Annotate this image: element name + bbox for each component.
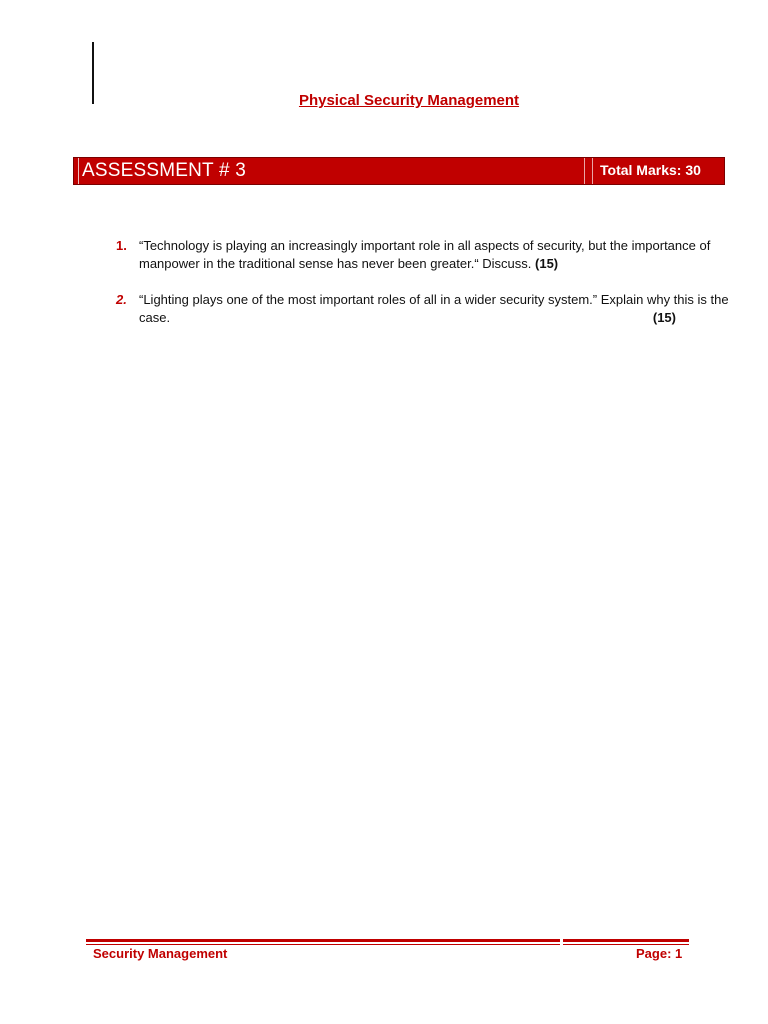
footer-page-number: Page: 1 xyxy=(636,946,683,961)
assessment-banner xyxy=(73,157,725,185)
question-text: “Technology is playing an increasingly important role in all aspects of security, but the importance of manpower in the traditional sense has never been greater.“ Discuss. xyxy=(139,238,711,271)
banner-divider xyxy=(584,158,593,184)
question-number: 1. xyxy=(116,238,127,253)
footer-course-name: Security Management xyxy=(93,946,228,961)
question-list xyxy=(108,237,738,345)
banner-stripe xyxy=(78,158,79,184)
footer-rule-gap xyxy=(560,937,563,947)
footer-rule xyxy=(86,939,689,942)
question-text: “Lighting plays one of the most important roles of all in a wider security system.” Explain why this is the case. xyxy=(139,292,729,325)
question-number: 2. xyxy=(116,292,127,307)
question-marks: (15) xyxy=(652,310,676,325)
question-item xyxy=(108,291,738,327)
question-item xyxy=(108,237,738,273)
total-marks: Total Marks: 30 xyxy=(600,162,701,178)
document-title: Physical Security Management xyxy=(298,92,520,109)
footer-rule-thin xyxy=(86,944,689,945)
assessment-heading: ASSESSMENT # 3 xyxy=(82,160,247,181)
question-marks: (15) xyxy=(535,256,559,271)
